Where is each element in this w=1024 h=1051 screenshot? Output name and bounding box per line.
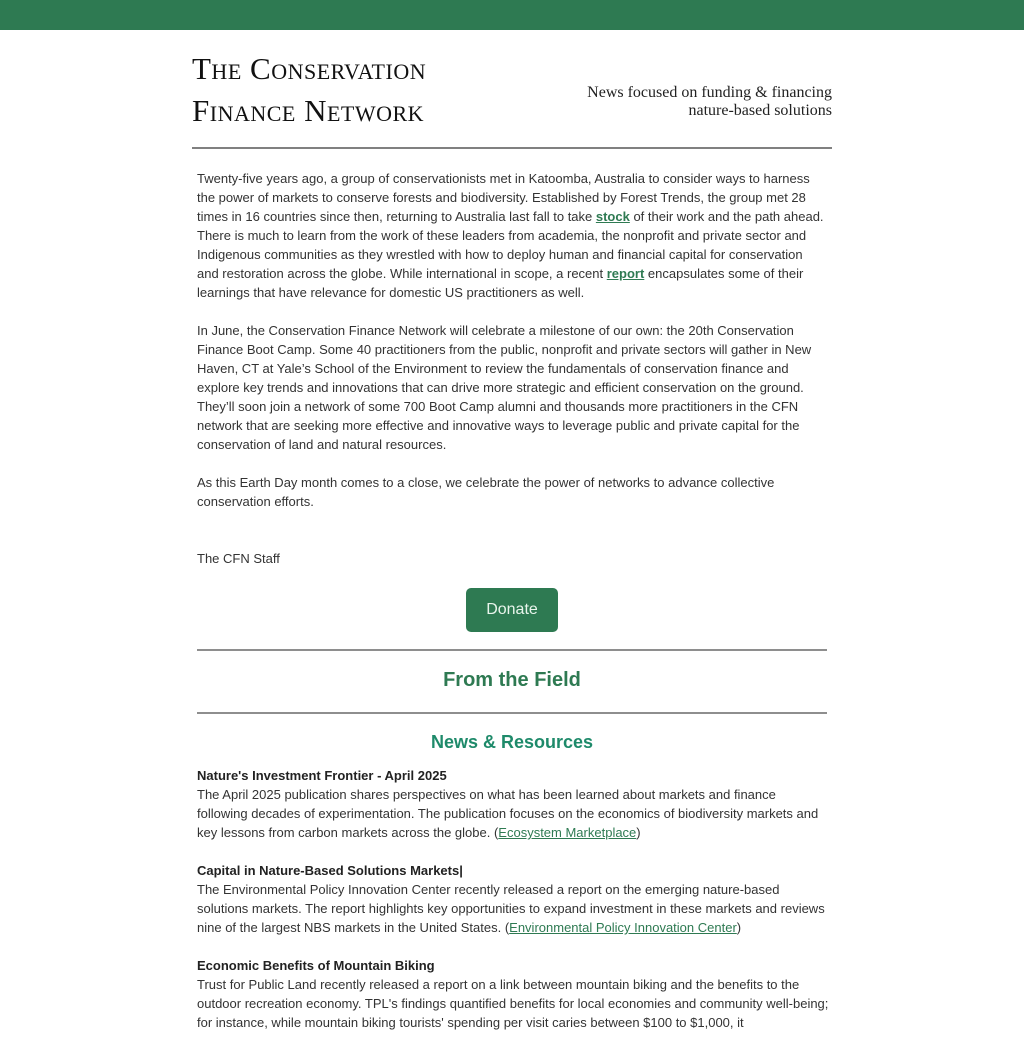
news-item-title: Nature's Investment Frontier - April 2025 <box>197 768 447 783</box>
logo-line-1: The Conservation <box>192 51 427 86</box>
signoff: The CFN Staff <box>197 551 280 566</box>
tagline-line-1: News focused on funding & financing <box>587 84 832 101</box>
tagline <box>587 84 832 120</box>
news-item-body: Trust for Public Land recently released a report on a link between mountain biking and the benefits to the outdoor recreation economy. TPL's findings quantified benefits for local economies and community well-being; for instance, while mountain biking tourists' spending per visit caries between $100 to $1,000, it <box>197 977 829 1030</box>
news-item-body: The April 2025 publication shares perspectives on what has been learned about markets and finance following decades of experimentation. The publication focuses on the economics of biodiversity markets and key lessons from carbon markets across the globe. (Ecosystem Marketplace) <box>197 787 819 840</box>
section-divider <box>197 649 827 651</box>
news-resources-heading: News & Resources <box>430 732 594 752</box>
news-item <box>197 861 829 937</box>
section-divider <box>197 712 827 714</box>
logo[interactable] <box>192 48 426 132</box>
from-the-field-heading: From the Field <box>443 669 581 691</box>
intro-paragraph-3: As this Earth Day month comes to a close, we celebrate the power of networks to advance collective conservation efforts. <box>197 475 775 509</box>
news-item <box>197 766 829 842</box>
header-divider <box>192 147 832 149</box>
news-item-title: Economic Benefits of Mountain Biking <box>197 958 435 973</box>
masthead <box>192 48 832 148</box>
report-link[interactable]: report <box>606 266 645 281</box>
donate-button[interactable]: Donate <box>466 588 558 632</box>
news-item-title: Capital in Nature-Based Solutions Markets| <box>197 863 463 878</box>
top-brand-bar <box>0 0 1024 30</box>
news-source-link[interactable]: Environmental Policy Innovation Center <box>509 920 737 935</box>
tagline-line-2: nature-based solutions <box>688 102 832 119</box>
news-source-link[interactable]: Ecosystem Marketplace <box>498 825 637 840</box>
news-item-body: The Environmental Policy Innovation Center recently released a report on the emerging nature-based solutions markets. The report highlights key opportunities to expand investment in these markets and reviews nine of the largest NBS markets in the United States. (Environmental Policy Innovation Center) <box>197 882 825 935</box>
intro-paragraph-1: Twenty-five years ago, a group of conservationists met in Katoomba, Australia to consider ways to harness the power of markets to conserve forests and biodiversity. Established by Forest Trends, the group met 28 times in 16 countries since then, returning to Australia last fall to take stock of their work and the path ahead. There is much to learn from the work of these leaders from academia, the nonprofit and private sector and Indigenous communities as they wrestled with how to deploy human and financial capital for conservation and restoration across the globe. While international in scope, a recent report encapsulates some of their learnings that have relevance for domestic US practitioners as well. <box>197 171 824 300</box>
intro-paragraph-2: In June, the Conservation Finance Network will celebrate a milestone of our own: the 20th Conservation Finance Boot Camp. Some 40 practitioners from the public, nonprofit and private sectors will gather in New Haven, CT at Yale’s School of the Environment to review the fundamentals of conservation finance and explore key trends and innovations that can drive more strategic and efficient conservation on the ground. They’ll soon join a network of some 700 Boot Camp alumni and thousands more practitioners in the CFN network that are seeking more effective and innovative ways to leverage public and private capital for the conservation of land and natural resources. <box>197 323 812 452</box>
stock-link[interactable]: stock <box>595 209 630 224</box>
news-list <box>197 766 829 1051</box>
intro-letter <box>197 169 827 587</box>
logo-line-2: Finance Network <box>192 93 425 128</box>
news-item <box>197 956 829 1032</box>
